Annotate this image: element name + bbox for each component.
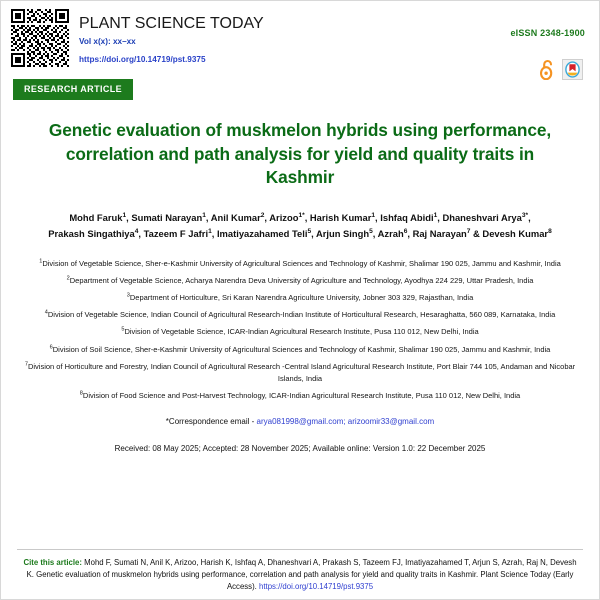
- citation-text: [13, 557, 587, 593]
- cite-doi-link[interactable]: https://doi.org/10.14719/pst.9375: [259, 582, 374, 592]
- page-header: [1, 1, 599, 109]
- author-list: [27, 210, 573, 242]
- affiliation-item: $^7$Division of Horticulture and Forestry, Indian Council of Agricultural Research -Central Island Agricultural Research Institute, Port Blair 744 105, Andaman and Nicobar Islands, India: [24, 361, 576, 383]
- affiliation-item: $^6$Division of Soil Science, Sher-e-Kashmir University of Agricultural Sciences and Technology of Kashmir, Shalimar 190 025, Jammu and Kashmir, India: [49, 344, 551, 354]
- open-access-lock-icon[interactable]: [540, 59, 555, 80]
- qr-code-icon: [11, 9, 69, 67]
- correspondence-line: [1, 417, 599, 426]
- journal-doi-link[interactable]: https://doi.org/10.14719/pst.9375: [79, 55, 206, 65]
- publication-dates: Received: 08 May 2025; Accepted: 28 November 2025; Available online: Version 1.0: 22 December 2025: [114, 444, 486, 454]
- crossmark-badge-icon[interactable]: [562, 59, 583, 80]
- cite-label: Cite this article:: [23, 558, 82, 568]
- affiliation-list: [17, 258, 583, 402]
- cite-divider: [17, 549, 583, 550]
- header-badge-icons: [540, 59, 583, 80]
- cite-this-article-block: [13, 549, 587, 593]
- affiliation-item: $^4$Division of Vegetable Science, Indian Council of Agricultural Research-Indian Institute of Horticultural Research, Hesaraghatta, 560 089, Karnataka, India: [44, 309, 556, 320]
- correspondence-label: *Correspondence email -: [165, 417, 255, 427]
- author-line-2: Prakash Singathiya$^4$, Tazeem F Jafri$^1$, Imatiyazahamed Teli$^5$, Arjun Singh$^5$, Azrah$^6$, Raj Narayan$^7$ & Devesh Kumar$^8$: [48, 227, 552, 239]
- affiliation-item: $^3$Department of Horticulture, Sri Karan Narendra Agriculture University, Jobner 303 329, Rajasthan, India: [126, 292, 474, 303]
- page-title: Genetic evaluation of muskmelon hybrids using performance, correlation and path analysis for yield and quality traits in Kashmir: [48, 120, 552, 188]
- journal-info: [79, 9, 264, 70]
- author-line-1: Mohd Faruk$^1$, Sumati Narayan$^1$, Anil Kumar$^2$, Arizoo$^{1*}$, Harish Kumar$^1$, Ishfaq Abidi$^1$, Dhaneshvari Arya$^{3*}$,: [69, 211, 531, 223]
- affiliation-item: $^2$Department of Vegetable Science, Acharya Narendra Deva University of Agriculture and Technology, Ayodhya 224 229, Uttar Pradesh, India: [66, 275, 534, 286]
- header-left-group: [11, 9, 587, 70]
- affiliation-item: $^1$Division of Vegetable Science, Sher-e-Kashmir University of Agricultural Sciences and Technology of Kashmir, Shalimar 190 025, Jammu and Kashmir, India: [39, 258, 561, 268]
- correspondence-emails[interactable]: arya081998@gmail.com; arizoomir33@gmail.com: [256, 417, 435, 427]
- article-type-badge: RESEARCH ARTICLE: [13, 79, 133, 100]
- affiliation-item: $^8$Division of Food Science and Post-Harvest Technology, ICAR-Indian Agricultural Research Institute, Pusa 110 012, New Delhi, India: [79, 390, 521, 401]
- eissn-label: eISSN 2348-1900: [510, 28, 585, 38]
- affiliation-item: $^5$Division of Vegetable Science, ICAR-Indian Agricultural Research Institute, Pusa 110 012, New Delhi, India: [121, 326, 479, 337]
- cite-body: Mohd F, Sumati N, Anil K, Arizoo, Harish K, Ishfaq A, Dhaneshvari A, Prakash S, Tazeem FJ, Imatiyazahamed T, Arjun S, Azrah, Raj N, Devesh K. Genetic evaluation of muskmelon hybrids using performance, correlation and path analysis for yield and quality traits in Kashmir. Plant Science Today (Early Access).: [26, 558, 577, 592]
- journal-volume: Vol x(x): xx–xx: [79, 36, 136, 46]
- journal-name: PLANT SCIENCE TODAY: [79, 15, 264, 32]
